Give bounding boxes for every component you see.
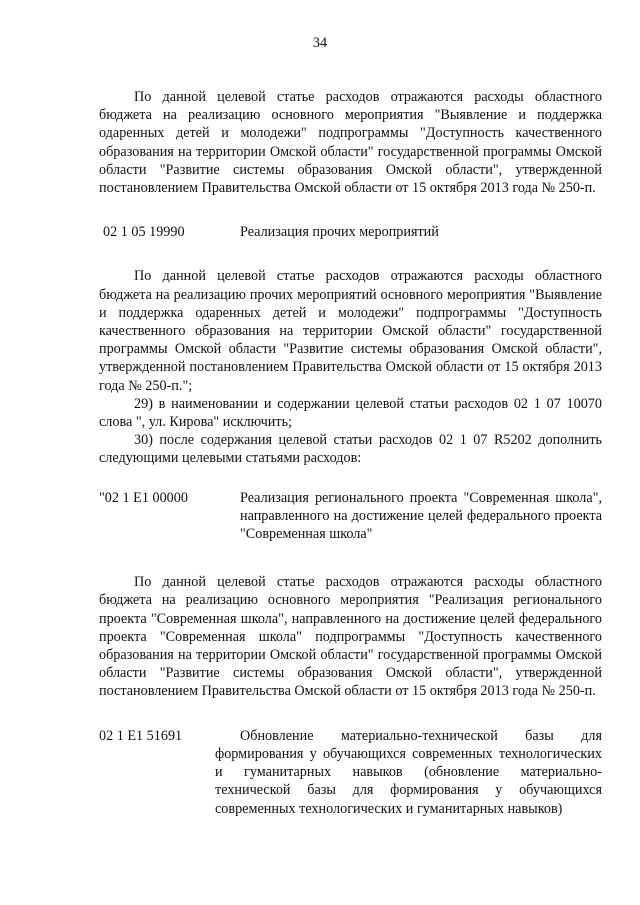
paragraph-2: По данной целевой статье расходов отражаются расходы областного бюджета на реализацию прочих мероприятий основного мероприятия "Выявление и поддержка одаренных детей и молодежи" подпрограммы "Доступность качественного образования на территории Омской области" государственной программы Омской области "Развитие системы образования Омской области", утвержденной постановлением Правительства Омской области от 15 октября 2013 года № 250-п."; (99, 268, 602, 394)
article-title: Реализация прочих мероприятий (240, 224, 439, 241)
page-number: 34 (312, 35, 328, 51)
article-title-line-1: Обновление материально-технической базы для (240, 727, 602, 744)
target-article-row-1 (99, 223, 602, 241)
article-code: "02 1 E1 00000 (99, 489, 188, 506)
article-title: Реализация регионального проекта "Современная школа", направленного на достижение целей федерального проекта "Современная школа" (240, 489, 602, 543)
target-article-row-3 (99, 727, 602, 745)
target-article-row-2 (99, 489, 602, 544)
article-title-continuation: формирования у обучающихся современных технологических и гуманитарных навыков (обновление материально-технической базы для формирования у обучающихся современных технологических и гуманитарных навыков) (215, 745, 602, 817)
paragraph-3: 29) в наименовании и содержании целевой статьи расходов 02 1 07 10070 слова ", ул. Кирова" исключить; (99, 395, 602, 431)
article-code: 02 1 E1 51691 (99, 727, 183, 744)
paragraph-5: По данной целевой статье расходов отражаются расходы областного бюджета на реализацию основного мероприятия "Реализация регионального проекта "Современная школа", направленного на достижение целей федерального проекта "Современная школа" подпрограммы "Доступность качественного образования на территории Омской области" государственной программы Омской области "Развитие системы образования Омской области", утвержденной постановлением Правительства Омской области от 15 октября 2013 года № 250-п. (99, 574, 602, 700)
paragraph-1: По данной целевой статье расходов отражаются расходы областного бюджета на реализацию основного мероприятия "Выявление и поддержка одаренных детей и молодежи" подпрограммы "Доступность качественного образования на территории Омской области" государственной программы Омской области "Развитие системы образования Омской области", утвержденной постановлением Правительства Омской области от 15 октября 2013 года № 250-п. (99, 89, 602, 197)
document-body (99, 88, 602, 818)
paragraph-4: 30) после содержания целевой статьи расходов 02 1 07 R5202 дополнить следующими целевыми статьями расходов: (99, 432, 602, 467)
article-code: 02 1 05 19990 (103, 224, 185, 241)
